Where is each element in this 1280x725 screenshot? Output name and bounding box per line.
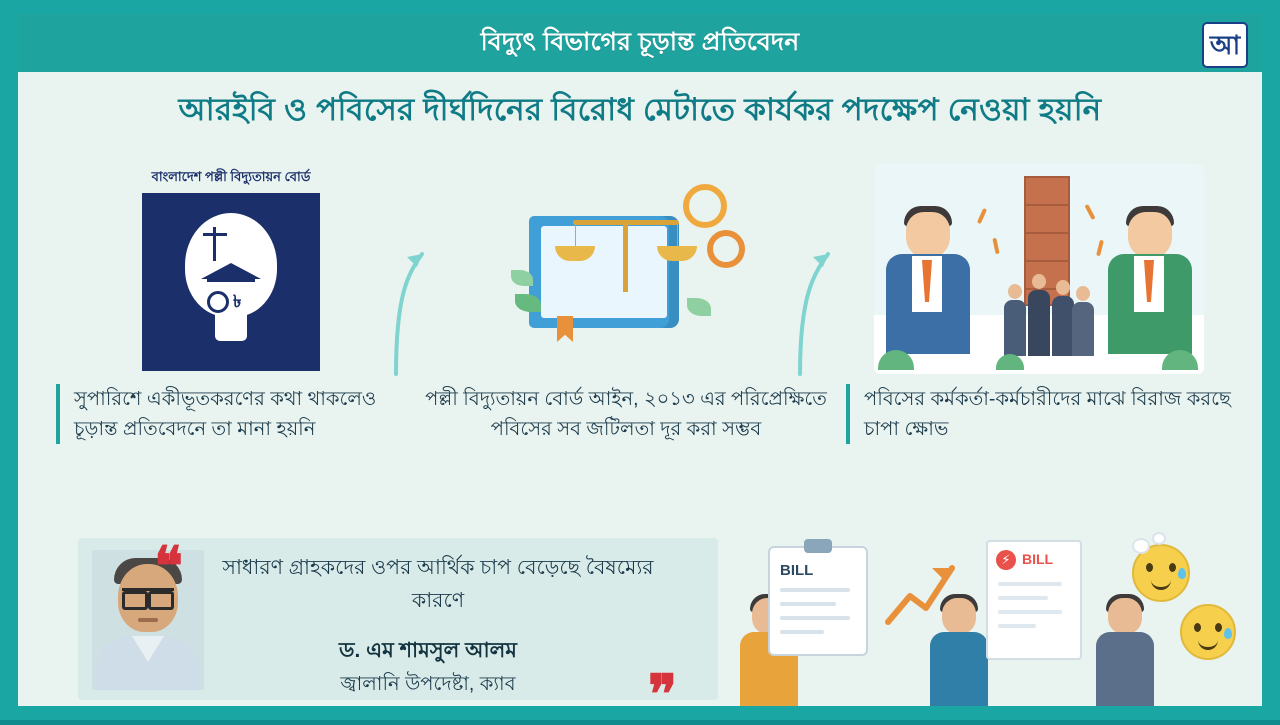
leaf-icon bbox=[687, 298, 711, 316]
electricity-bill-icon bbox=[986, 540, 1082, 660]
quote-close-icon: ❞ bbox=[648, 665, 678, 725]
sad-face-icon bbox=[1180, 604, 1236, 660]
quote-author-name: ড. এম শামসুল আলম bbox=[339, 639, 517, 662]
gear-icon-small bbox=[707, 230, 745, 268]
column-two-caption: পল্লী বিদ্যুতায়ন বোর্ড আইন, ২০১৩ এর পরিপ্রেক্ষিতে পবিসের সব জটিলতা দূর করা সম্ভব bbox=[425, 388, 827, 441]
justice-scale-icon bbox=[623, 220, 628, 292]
angry-man-right bbox=[1102, 206, 1198, 356]
header-bar bbox=[18, 14, 1262, 72]
bill-clipboard-icon bbox=[768, 546, 868, 656]
crowd-group bbox=[1002, 270, 1094, 356]
page-headline: আরইবি ও পবিসের দীর্ঘদিনের বিরোধ মেটাতে কার্যকর পদক্ষেপ নেওয়া হয়নি bbox=[178, 92, 1102, 127]
clipboard-bill-label: BILL bbox=[780, 562, 814, 579]
conflict-illustration bbox=[846, 154, 1232, 384]
reb-logo-illustration bbox=[56, 154, 406, 384]
law-book-scale-illustration bbox=[416, 154, 836, 384]
light-bulb-icon bbox=[171, 207, 291, 357]
header-title: বিদ্যুৎ বিভাগের চূড়ান্ত প্রতিবেদন bbox=[480, 27, 800, 56]
column-one bbox=[56, 154, 406, 444]
leaf-icon bbox=[515, 294, 541, 312]
customer-figure-two bbox=[924, 598, 994, 706]
quote-text: সাধারণ গ্রাহকদের ওপর আর্থিক চাপ বেড়েছে বৈষম্যের কারণে bbox=[222, 556, 654, 612]
stressed-customer-figure bbox=[1090, 598, 1160, 706]
gear-icon bbox=[683, 184, 727, 228]
bolt-icon: ⚡ bbox=[996, 550, 1016, 570]
taka-symbol: ৳ bbox=[233, 291, 242, 311]
logo-glyph: আ bbox=[1209, 30, 1241, 60]
reb-logo-caption: বাংলাদেশ পল্লী বিদ্যুতায়ন বোর্ড bbox=[151, 168, 311, 184]
column-two bbox=[416, 154, 836, 444]
bill-pressure-illustration bbox=[734, 538, 1234, 706]
thought-bubble-icon-small bbox=[1152, 532, 1166, 545]
arrow-two-icon bbox=[784, 234, 844, 384]
leaf-icon bbox=[511, 270, 533, 286]
column-three bbox=[846, 154, 1232, 444]
reb-logo-plate bbox=[142, 193, 320, 371]
column-three-caption: পবিসের কর্মকর্তা-কর্মচারীদের মাঝে বিরাজ করছে চাপা ক্ষোভ bbox=[846, 384, 1232, 444]
shamsul-alam-portrait bbox=[92, 550, 204, 690]
column-one-caption: সুপারিশে একীভূতকরণের কথা থাকলেও চূড়ান্ত প্রতিবেদনে তা মানা হয়নি bbox=[56, 384, 406, 444]
quote-open-icon: ❝ bbox=[154, 537, 184, 597]
columns-container bbox=[18, 154, 1262, 534]
infographic-panel bbox=[18, 14, 1262, 725]
thought-bubble-icon bbox=[1132, 538, 1150, 554]
receipt-bill-label: BILL bbox=[1022, 551, 1054, 567]
angry-man-left bbox=[880, 206, 976, 356]
quote-author-role: জ্বালানি উপদেষ্টা, ক্যাব bbox=[340, 673, 516, 695]
ajker-patrika-logo bbox=[1202, 22, 1248, 68]
law-book-icon bbox=[511, 174, 741, 364]
